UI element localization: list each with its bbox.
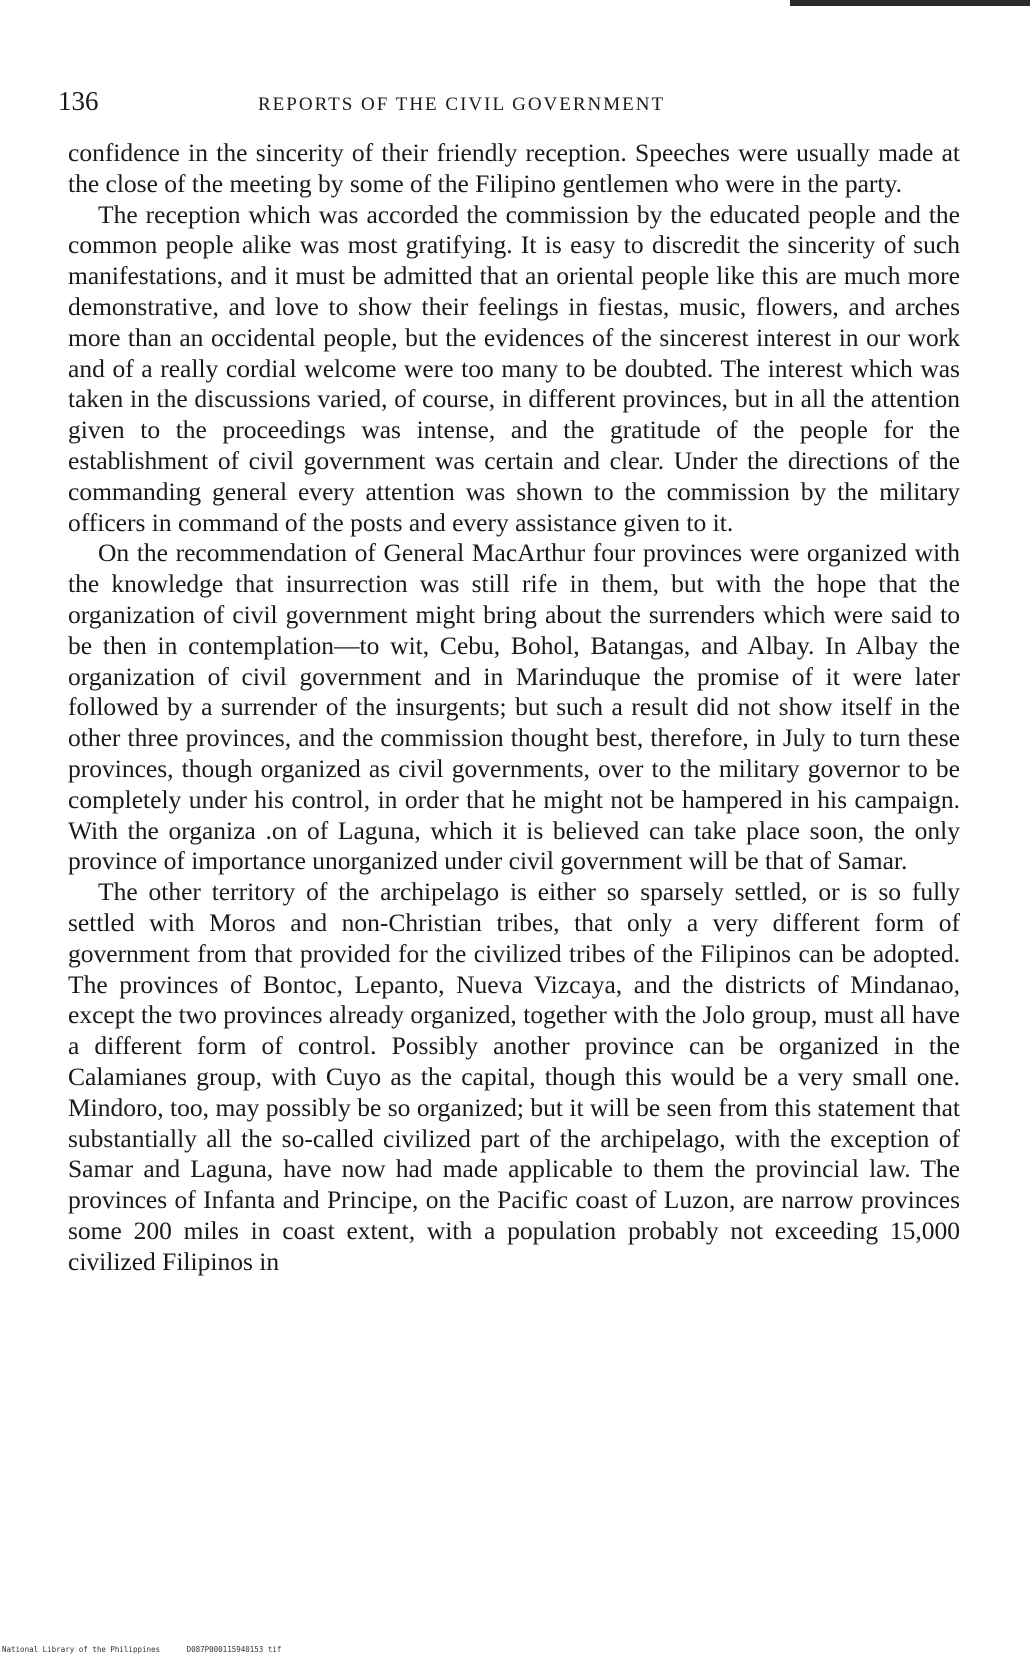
paragraph-2: The reception which was accorded the commission by the educated people and the common people alike was most gratifying. It is easy to discredit the sincerity of such manifestations, and it must be admitted that an oriental people like this are much more demonstrative, and love to show their feelings in fiestas, music, flowers, and arches more than an occidental people, but the evidences of the sincerest interest in our work and of a really cordial welcome were too many to be doubted. The interest which was taken in the discussions varied, of course, in different provinces, but in all the attention given to the proceedings was intense, and the gratitude of the people for the establishment of civil government was certain and clear. Under the directions of the commanding general every attention was shown to the commission by the military officers in command of the posts and every assistance given to it.: [68, 199, 960, 537]
page-header: [58, 86, 970, 126]
body-text: [68, 138, 960, 1277]
paragraph-1: confidence in the sincerity of their friendly reception. Speeches were usually made at the close of the meeting by some of the Filipino gentlemen who were in the party.: [68, 138, 960, 198]
footer-library: National Library of the Philippines: [2, 1645, 161, 1654]
page-number: 136: [58, 86, 99, 116]
paragraph-4: The other territory of the archipelago is either so sparsely settled, or is so fully settled with Moros and non-Christian tribes, that only a very different form of government from that provided for the civilized tribes of the Filipinos can be adopted. The provinces of Bontoc, Lepanto, Nueva Vizcaya, and the districts of Mindanao, except the two provinces already organized, together with the Jolo group, must all have a different form of control. Possibly another province can be organized in the Calamianes group, with Cuyo as the capital, though this would be a very small one. Mindoro, too, may possibly be so organized; but it will be seen from this statement that substantially all the so-called civilized part of the archipelago, with the exception of Samar and Laguna, have now had made applicable to them the provincial law. The provinces of Infanta and Principe, on the Pacific coast of Luzon, are narrow provinces some 200 miles in coast extent, with a population probably not exceeding 15,000 civilized Filipinos in: [68, 877, 960, 1276]
paragraph-3: On the recommendation of General MacArthur four provinces were organized with the knowledge that insurrection was still rife in them, but with the hope that the organization of civil government might bring about the surrenders which were said to be then in contemplation—to wit, Cebu, Bohol, Batangas, and Albay. In Albay the organization of civil government and in Marinduque the promise of it were later followed by a surrender of the insurgents; but such a result did not show itself in the other three provinces, and the commission thought best, therefore, in July to turn these provinces, though organized as civil governments, over to the military governor to be completely under his control, in order that he might not be hampered in his campaign. With the organiza .on of Laguna, which it is believed can take place soon, the only province of importance unorganized under civil government will be that of Samar.: [68, 538, 960, 876]
top-edge-rule: [790, 0, 1030, 6]
footer-file-id: D087P000115940153 tif: [186, 1645, 282, 1654]
scan-footer: [2, 1645, 281, 1654]
running-head: REPORTS OF THE CIVIL GOVERNMENT: [258, 94, 666, 115]
